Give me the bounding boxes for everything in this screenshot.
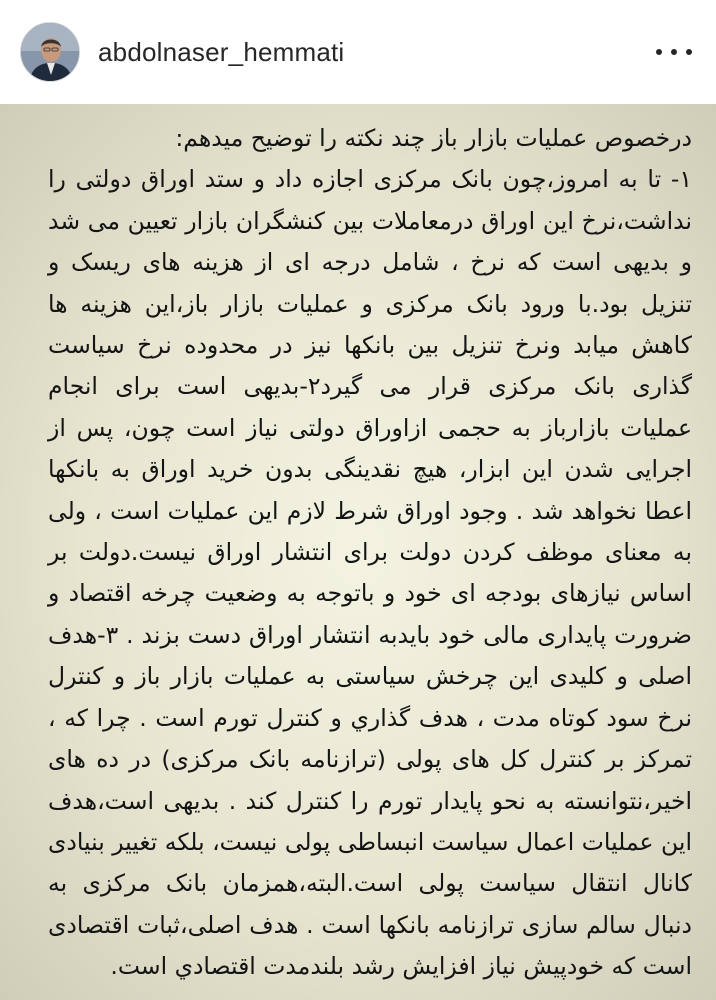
more-dot-icon: [686, 49, 692, 55]
more-dot-icon: [671, 49, 677, 55]
post-header: [0, 0, 716, 104]
post-image-text: درخصوص عملیات بازار باز چند نکته را توضیح میدهم: ۱- تا به امروز،چون بانک مرکزی اجازه داد و ستد اوراق دولتی را نداشت،نرخ این اوراق درمعاملات بین کنشگران بازار تعیین می شد و بدیهی است که نرخ ، شامل درجه ای از هزینه های ریسک و تنزیل بود.با ورود بانک مرکزی و عملیات بازار باز،این هزینه ها کاهش میابد ونرخ تنزیل بین بانکها نیز در محدوده نرخ سیاست گذاری بانک مرکزی قرار می گیرد۲-بدیهی است برای انجام عملیات بازارباز به حجمی ازاوراق دولتی نیاز است چون، پس از اجرایی شدن این ابزار، هیچ نقدینگی بدون خرید اوراق به بانکها اعطا نخواهد شد . وجود اوراق شرط لازم این عملیات است ، ولی به معنای موظف کردن دولت برای انتشار اوراق نیست.دولت بر اساس نیازهای بودجه ای خود و باتوجه به وضعیت چرخه اقتصاد و ضرورت پایداری مالی خود بایدبه انتشار اوراق دست بزند . ۳-هدف اصلی و کلیدی این چرخش سیاستی به عملیات بازار باز و کنترل نرخ سود کوتاه مدت ، هدف گذاري و کنترل تورم است . چرا که ، تمرکز بر کنترل کل های پولی (ترازنامه بانک مرکزی) در ده های اخیر،نتوانسته به نحو پایدار تورم را کنترل کند . بدیهی است،هدف این عملیات اعمال سیاست انبساطی پولی نیست، بلکه تغییر بنیادی کانال انتقال سیاست پولی است.البته،همزمان بانک مرکزی به دنبال سالم سازی ترازنامه بانکها است . هدف اصلی،ثبات اقتصادی است که خودپیش نیاز افزایش رشد بلندمدت اقتصادي است.: [48, 124, 693, 981]
username[interactable]: abdolnaser_hemmati: [98, 37, 345, 67]
avatar[interactable]: [20, 22, 80, 82]
more-dot-icon: [656, 49, 662, 55]
profile-photo-icon: [21, 23, 80, 82]
more-options-icon[interactable]: [656, 46, 692, 58]
post-image[interactable]: [0, 104, 716, 1000]
